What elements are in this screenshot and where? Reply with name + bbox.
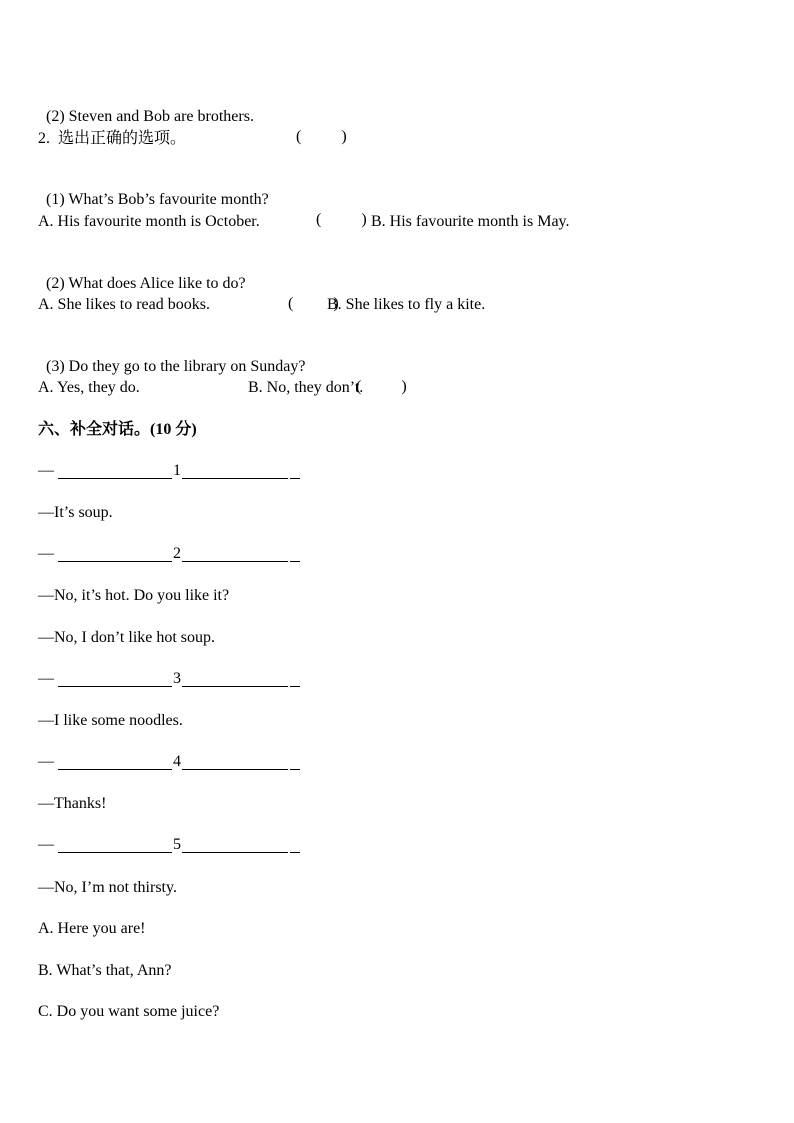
answer-parentheses: ( ) bbox=[316, 211, 367, 228]
question-text: (3) Do they go to the library on Sunday? bbox=[46, 358, 306, 375]
question-text: (1) What’s Bob’s favourite month? bbox=[46, 191, 269, 208]
dialogue-line: —No, I’m not thirsty. bbox=[38, 879, 177, 896]
mc-option-b: B. His favourite month is May. bbox=[371, 213, 570, 230]
question-text: (2) Steven and Bob are brothers. bbox=[46, 108, 254, 125]
dialogue-option: C. Do you want some juice? bbox=[38, 1003, 220, 1020]
dialogue-option: B. What’s that, Ann? bbox=[38, 962, 172, 979]
dialogue-dash: — bbox=[38, 462, 54, 479]
mc-option-a: A. Yes, they do. bbox=[38, 379, 140, 396]
mc-option-a: A. His favourite month is October. bbox=[38, 213, 260, 230]
dialogue-line: —It’s soup. bbox=[38, 504, 113, 521]
blank-underline bbox=[290, 852, 300, 853]
blank-underline bbox=[182, 561, 288, 562]
blank-underline bbox=[290, 769, 300, 770]
dialogue-dash: — bbox=[38, 670, 54, 687]
answer-parentheses: ( ) bbox=[296, 128, 347, 145]
blank-underline bbox=[58, 478, 172, 479]
dialogue-line: —I like some noodles. bbox=[38, 712, 183, 729]
dialogue-dash: — bbox=[38, 545, 54, 562]
mc-option-a: A. She likes to read books. bbox=[38, 296, 210, 313]
section-title: 2. 选出正确的选项。 bbox=[38, 130, 187, 147]
mc-option-b: B. No, they don’t. bbox=[248, 379, 364, 396]
blank-number: 1 bbox=[173, 462, 181, 479]
dialogue-line: —Thanks! bbox=[38, 795, 107, 812]
blank-underline bbox=[290, 478, 300, 479]
mc-option-b: B. She likes to fly a kite. bbox=[327, 296, 486, 313]
blank-underline bbox=[182, 686, 288, 687]
blank-underline bbox=[58, 561, 172, 562]
blank-underline bbox=[290, 561, 300, 562]
answer-parentheses: ( ) bbox=[288, 295, 339, 312]
question-text: (2) What does Alice like to do? bbox=[46, 275, 246, 292]
section-heading: 六、补全对话。(10 分) bbox=[38, 421, 197, 438]
blank-underline bbox=[58, 852, 172, 853]
blank-underline bbox=[290, 686, 300, 687]
dialogue-line: —No, it’s hot. Do you like it? bbox=[38, 587, 230, 604]
blank-underline bbox=[182, 852, 288, 853]
dialogue-dash: — bbox=[38, 836, 54, 853]
blank-underline bbox=[58, 686, 172, 687]
blank-number: 5 bbox=[173, 836, 181, 853]
dialogue-dash: — bbox=[38, 753, 54, 770]
answer-parentheses: ( ) bbox=[356, 378, 407, 395]
dialogue-line: —No, I don’t like hot soup. bbox=[38, 629, 216, 646]
blank-underline bbox=[182, 769, 288, 770]
blank-underline bbox=[182, 478, 288, 479]
blank-number: 2 bbox=[173, 545, 181, 562]
blank-number: 4 bbox=[173, 753, 181, 770]
blank-underline bbox=[58, 769, 172, 770]
dialogue-option: A. Here you are! bbox=[38, 920, 146, 937]
blank-number: 3 bbox=[173, 670, 181, 687]
